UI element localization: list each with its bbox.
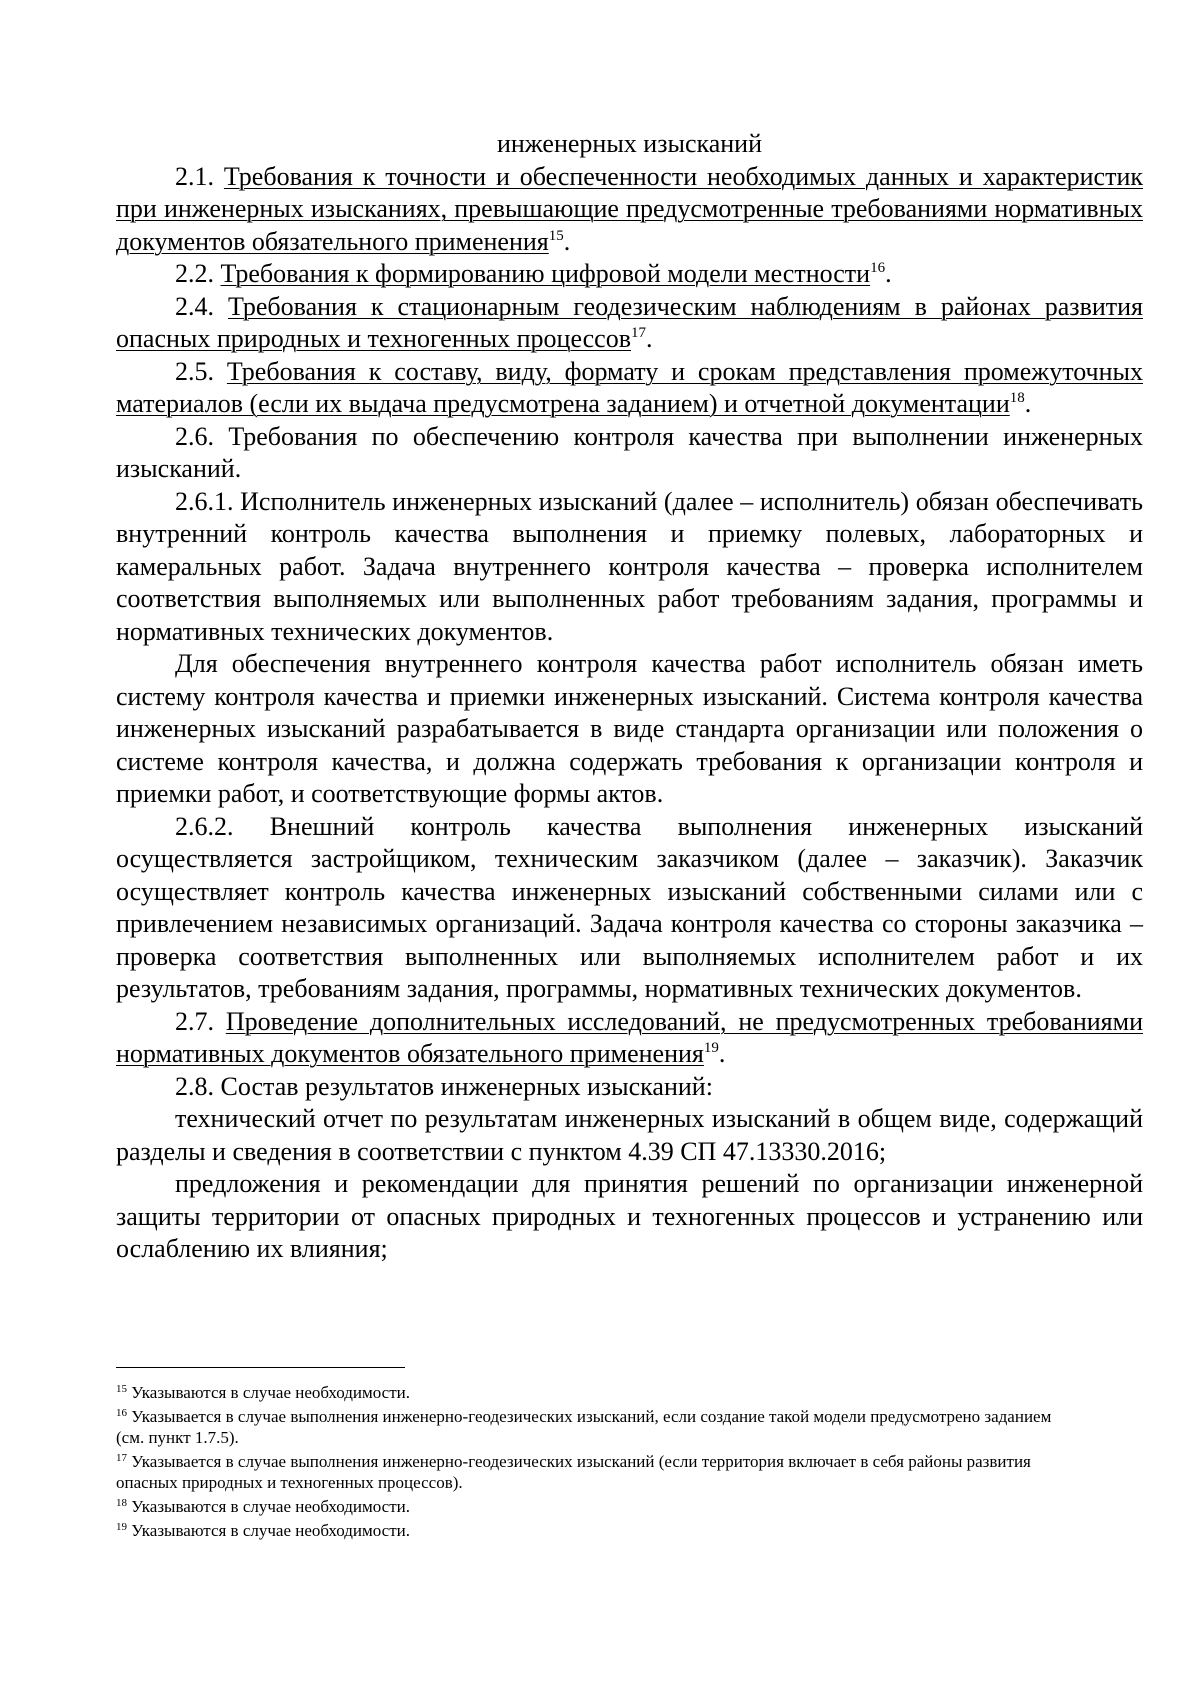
footnote-ref[interactable]: 16 — [870, 260, 886, 276]
punctuation: . — [646, 324, 653, 353]
paragraph-text: Требования по обеспечению контроля качества при выполнении инженерных изысканий. — [116, 421, 1143, 483]
underlined-requirement: Требования к формированию цифровой модели местности — [220, 259, 871, 288]
punctuation: . — [563, 226, 571, 256]
paragraph-2-8 — [116, 1071, 1143, 1104]
underlined-requirement: Требования к стационарным геодезическим наблюдениям в районах развития опасных природных и техногенных процессов — [116, 291, 1143, 353]
paragraph-text: Состав результатов инженерных изысканий: — [220, 1071, 713, 1101]
underlined-requirement: Требования к составу, виду, формату и срокам представления промежуточных материалов (если их выдача предусмотрена заданием) и отчетной документации — [116, 356, 1144, 418]
footnote-text: Указывается в случае выполнения инженерно-геодезических изысканий (если территория включает в себя районы развития опасных природных и техногенных процессов). — [116, 1452, 1031, 1492]
footnote-ref[interactable]: 15 — [548, 227, 564, 244]
footnote-text: Указываются в случае необходимости. — [131, 1383, 411, 1402]
paragraph-number: 2.6.1. — [175, 486, 234, 516]
paragraph-internal-control: Для обеспечения внутреннего контроля качества работ исполнитель обязан иметь систему контроля качества и приемки инженерных изысканий. Система контроля качества инженерных изысканий разрабатывается в виде стандарта организации или положения о системе контроля качества, и должна содержать требования к организации контроля и приемки работ, и соответствующие формы актов. — [116, 649, 1143, 808]
paragraph-2-4 — [116, 291, 1143, 356]
paragraph-2-2 — [116, 258, 1143, 291]
paragraph-2-7 — [116, 1006, 1143, 1071]
underlined-requirement: Требования к точности и обеспеченности необходимых данных и характеристик при инженерных изысканиях, превышающие предусмотренные требованиями нормативных документов обязательного применения — [116, 161, 1143, 256]
footnote-19 — [116, 1520, 1143, 1541]
footnote-text: Указываются в случае необходимости. — [131, 1497, 411, 1516]
footnote-separator — [116, 1367, 405, 1368]
footnote-number: 18 — [116, 1497, 127, 1509]
footnote-18 — [116, 1496, 1143, 1517]
footnote-number: 15 — [116, 1383, 127, 1395]
paragraph-number: 2.6. — [175, 421, 214, 451]
paragraph-technical-report: технический отчет по результатам инженерных изысканий в общем виде, содержащий разделы и сведения в соответствии с пунктом 4.39 СП 47.13330.2016; — [116, 1104, 1143, 1166]
footnote-15 — [116, 1382, 1143, 1403]
footnote-ref[interactable]: 17 — [631, 325, 646, 341]
punctuation: . — [885, 259, 892, 288]
footnotes — [116, 1367, 1143, 1544]
paragraph-number: 2.4. — [175, 291, 214, 321]
paragraph-text: Внешний контроль качества выполнения инженерных изысканий осуществляется застройщиком, техническим заказчиком (далее – заказчик). Заказчик осуществляет контроль качества инженерных изысканий собственными силами или с привлечением независимых организаций. Задача контроля качества со стороны заказчика – проверка соответствия выполненных или выполняемых исполнителем работ и их результатов, требованиям задания, программы, нормативных технических документов. — [116, 811, 1144, 1003]
paragraph-text: Исполнитель инженерных изысканий (далее – исполнитель) обязан обеспечивать внутренний контроль качества выполнения и приемку полевых, лабораторных и камеральных работ. Задача внутреннего контроля качества – проверка исполнителем соответствия выполняемых или выполненных работ требованиям задания, программы и нормативных технических документов. — [116, 486, 1144, 646]
footnote-number: 17 — [116, 1452, 127, 1464]
paragraph-number: 2.2. — [175, 259, 214, 288]
paragraph-2-1 — [116, 161, 1143, 259]
footnote-number: 16 — [116, 1407, 127, 1419]
footnote-ref[interactable]: 18 — [1009, 390, 1025, 406]
paragraph-2-5 — [116, 356, 1143, 421]
punctuation: . — [718, 1039, 726, 1068]
section-heading: инженерных изысканий — [496, 129, 763, 158]
paragraph-number: 2.7. — [175, 1006, 214, 1036]
paragraph-2-6-1 — [116, 486, 1143, 649]
underlined-requirement: Проведение дополнительных исследований, не предусмотренных требованиями нормативных документов обязательного применения — [116, 1006, 1144, 1068]
footnote-number: 19 — [116, 1521, 127, 1533]
punctuation: . — [1024, 389, 1032, 418]
footnote-17 — [116, 1451, 1143, 1493]
paragraph-proposals: предложения и рекомендации для принятия решений по организации инженерной защиты территории от опасных природных и техногенных процессов и устранению или ослаблению их влияния; — [116, 1169, 1143, 1263]
footnote-text: Указывается в случае выполнения инженерно-геодезических изысканий, если создание такой модели предусмотрено заданием (см. пункт 1.7.5). — [116, 1407, 1052, 1447]
paragraph-number: 2.6.2. — [175, 811, 234, 841]
footnote-16 — [116, 1406, 1143, 1448]
footnote-text: Указываются в случае необходимости. — [131, 1521, 411, 1540]
footnote-ref[interactable]: 19 — [703, 1040, 719, 1056]
paragraph-number: 2.1. — [175, 161, 214, 191]
paragraph-2-6-2 — [116, 811, 1143, 1006]
paragraph-2-6 — [116, 421, 1143, 486]
paragraph-number: 2.5. — [175, 356, 214, 386]
document-body — [116, 128, 1143, 1266]
paragraph-number: 2.8. — [175, 1071, 214, 1101]
